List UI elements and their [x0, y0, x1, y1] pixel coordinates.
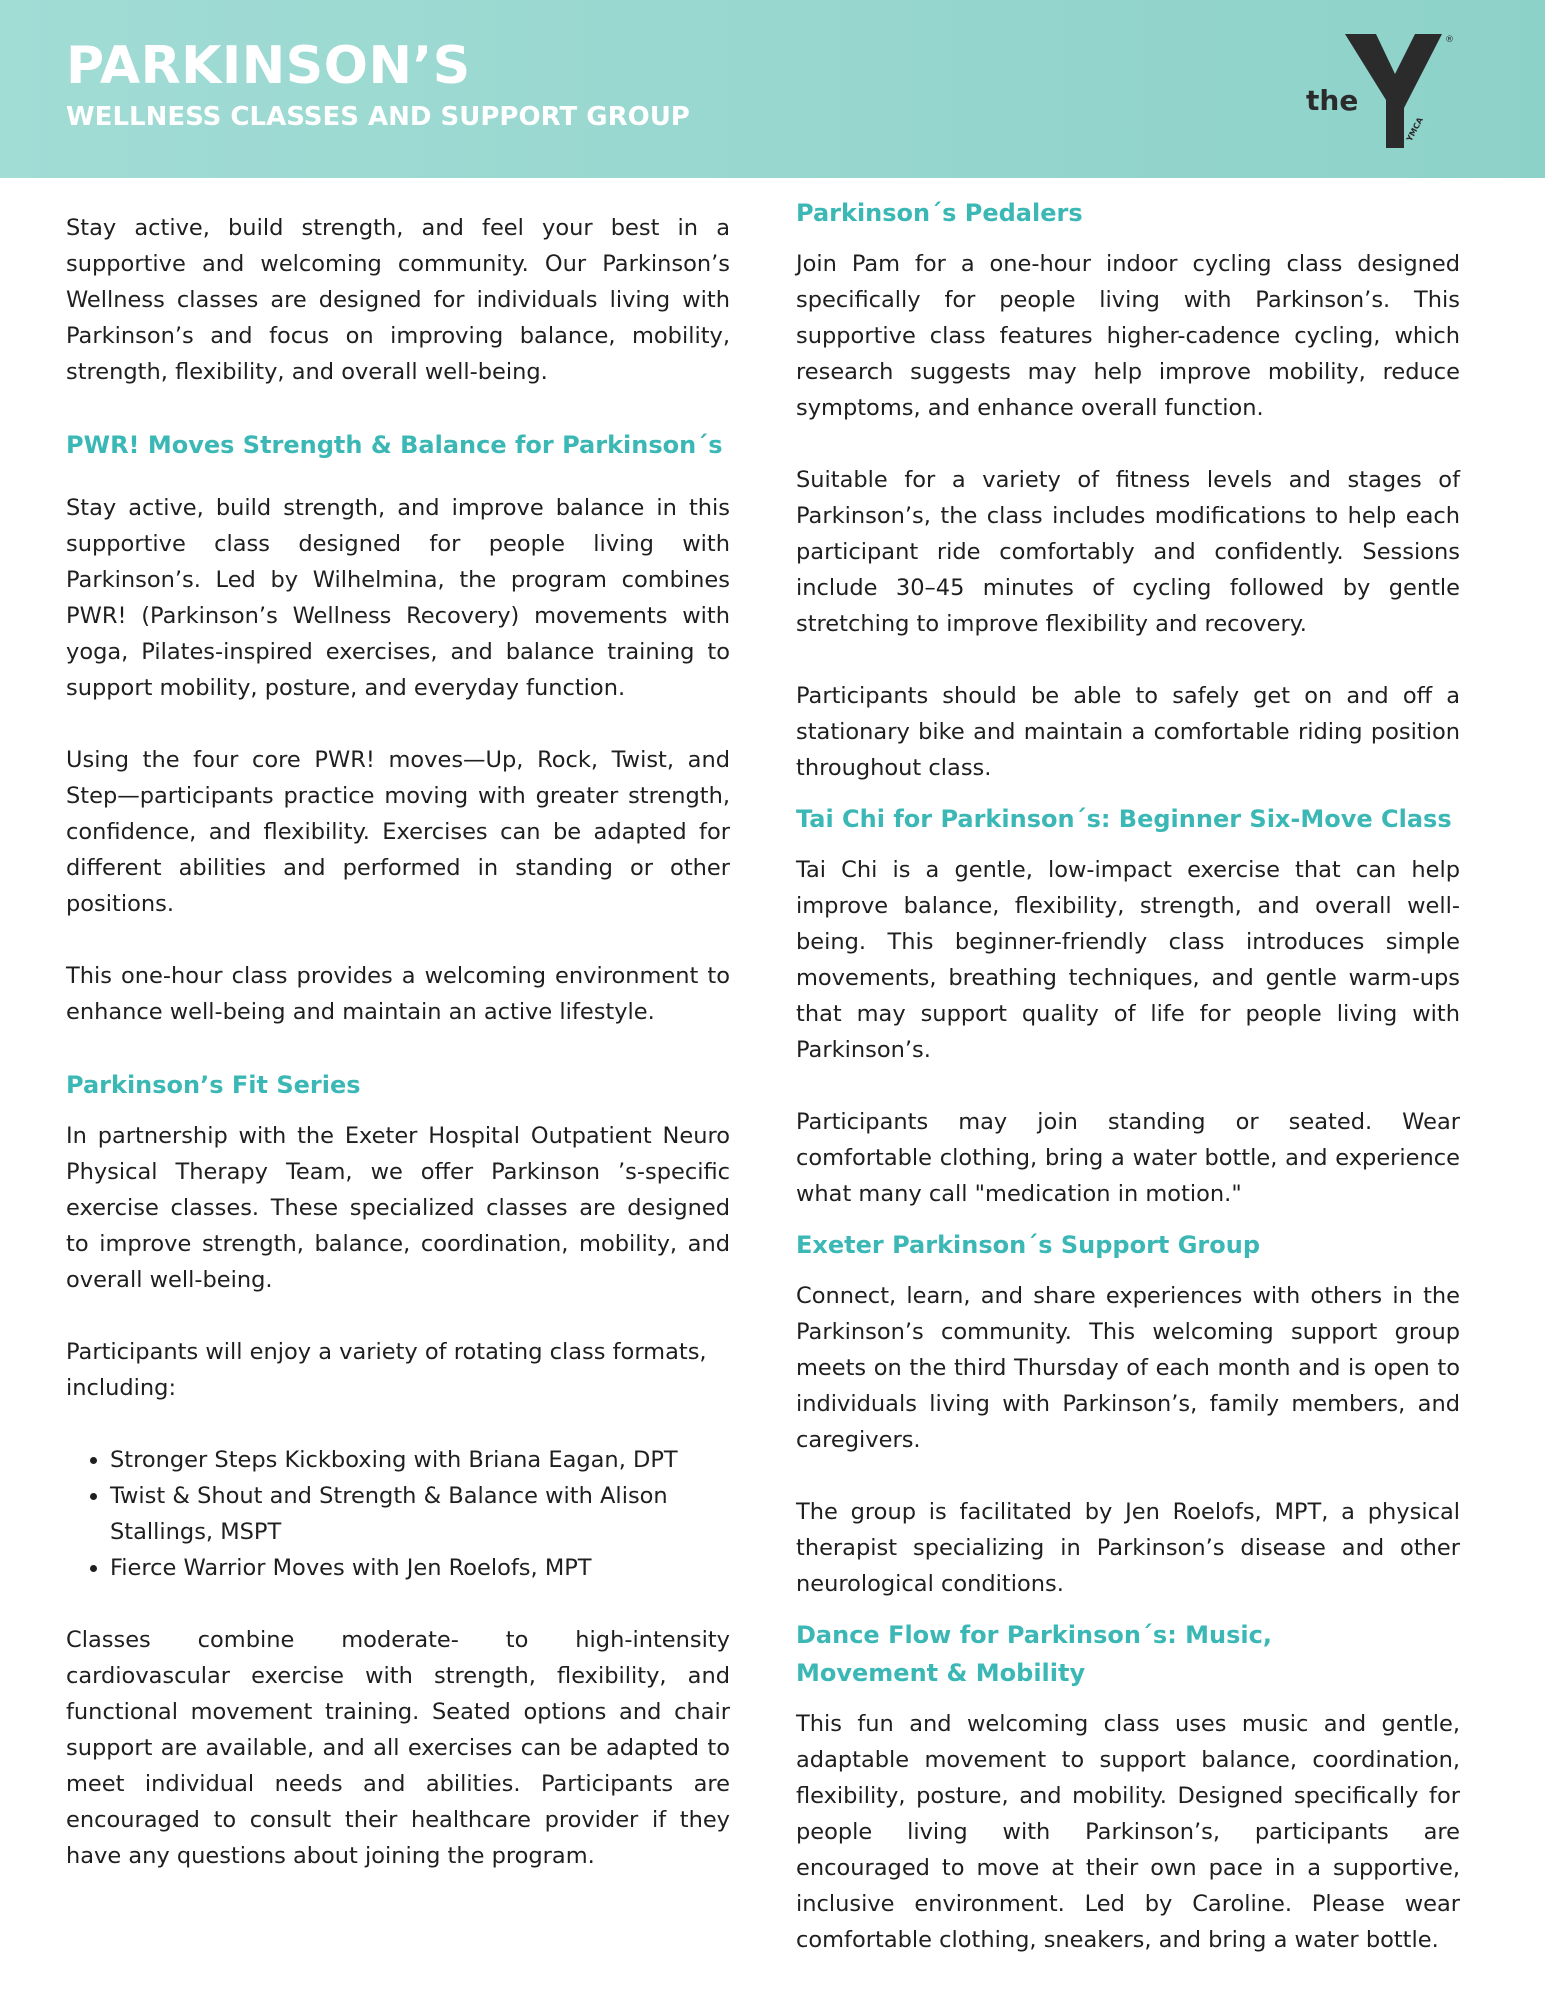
- pwr-moves-heading: PWR! Moves Strength & Balance for Parkinson´s: [66, 431, 723, 459]
- dance-heading-line-2: Movement & Mobility: [796, 1659, 1086, 1687]
- class-format-list: [66, 1442, 730, 1586]
- dance-flow-heading: [796, 1616, 1460, 1692]
- logo-ymca-text: YMCA: [1404, 115, 1425, 143]
- list-item: • Stronger Steps Kickboxing with Briana Eagan, DPT: [110, 1442, 730, 1478]
- support-paragraph-2: The group is facilitated by Jen Roelofs, MPT, a physical therapist specializing in Parkinson’s disease and other neurological conditions.: [796, 1499, 1460, 1597]
- fit-paragraph-2: Participants will enjoy a variety of rotating class formats, including:: [66, 1339, 707, 1401]
- list-item: • Twist & Shout and Strength & Balance with Alison Stallings, MSPT: [110, 1478, 730, 1550]
- header-banner: [0, 0, 1545, 178]
- pedalers-heading: Parkinson´s Pedalers: [796, 199, 1083, 227]
- left-column: [66, 210, 730, 1874]
- logo-the-text: the: [1306, 84, 1359, 117]
- pedalers-paragraph-1: Join Pam for a one-hour indoor cycling class designed specifically for people living with Parkinson’s. This supportive class features higher-cadence cycling, which research suggests may help improve mobility, reduce symptoms, and enhance overall function.: [796, 251, 1460, 421]
- pwr-paragraph-3: This one-hour class provides a welcoming environment to enhance well-being and maintain an active lifestyle.: [66, 963, 730, 1025]
- fit-paragraph-1: In partnership with the Exeter Hospital Outpatient Neuro Physical Therapy Team, we offer Parkinson ’s-specific exercise classes. These specialized classes are designed to improve strength, balance, coordination, mobility, and overall well-being.: [66, 1123, 730, 1293]
- pedalers-paragraph-2: Suitable for a variety of fitness levels and stages of Parkinson’s, the class includes modifications to help each participant ride comfortably and confidently. Sessions include 30–45 minutes of cycling followed by gentle stretching to improve flexibility and recovery.: [796, 467, 1460, 637]
- pwr-paragraph-2: Using the four core PWR! moves—Up, Rock, Twist, and Step—participants practice moving with greater strength, confidence, and flexibility. Exercises can be adapted for different abilities and performed in standing or other positions.: [66, 747, 730, 917]
- ymca-y-shape: [1345, 34, 1442, 148]
- logo-registered-mark: ®: [1445, 35, 1454, 45]
- support-paragraph-1: Connect, learn, and share experiences with others in the Parkinson’s community. This welcoming support group meets on the third Thursday of each month and is open to individuals living with Parkinson’s, family members, and caregivers.: [796, 1283, 1460, 1453]
- tai-chi-paragraph-1: Tai Chi is a gentle, low-impact exercise that can help improve balance, flexibility, strength, and overall well-being. This beginner-friendly class introduces simple movements, breathing techniques, and gentle warm-ups that may support quality of life for people living with Parkinson’s.: [796, 857, 1460, 1063]
- page-title: PARKINSON’S: [66, 36, 471, 96]
- dance-paragraph-1: This fun and welcoming class uses music and gentle, adaptable movement to support balance, coordination, flexibility, posture, and mobility. Designed specifically for people living with Parkinson’s, participants are encouraged to move at their own pace in a supportive, inclusive environment. Led by Caroline. Please wear comfortable clothing, sneakers, and bring a water bottle.: [796, 1711, 1460, 1953]
- intro-paragraph: Stay active, build strength, and feel your best in a supportive and welcoming community. Our Parkinson’s Wellness classes are designed for individuals living with Parkinson’s and focus on improving balance, mobility, strength, flexibility, and overall well-being.: [66, 215, 730, 385]
- right-column: [796, 194, 1460, 1958]
- fit-series-heading: Parkinson’s Fit Series: [66, 1071, 361, 1099]
- list-item: • Fierce Warrior Moves with Jen Roelofs, MPT: [110, 1550, 730, 1586]
- page-subtitle: WELLNESS CLASSES AND SUPPORT GROUP: [66, 102, 690, 132]
- fit-paragraph-3: Classes combine moderate- to high-intensity cardiovascular exercise with strength, flexibility, and functional movement training. Seated options and chair support are available, and all exercises can be adapted to meet individual needs and abilities. Participants are encouraged to consult their healthcare provider if they have any questions about joining the program.: [66, 1627, 730, 1869]
- ymca-logo: [1300, 30, 1460, 155]
- tai-chi-heading: Tai Chi for Parkinson´s: Beginner Six-Move Class: [796, 805, 1452, 833]
- pwr-paragraph-1: Stay active, build strength, and improve balance in this supportive class designed for people living with Parkinson’s. Led by Wilhelmina, the program combines PWR! (Parkinson’s Wellness Recovery) movements with yoga, Pilates-inspired exercises, and balance training to support mobility, posture, and everyday function.: [66, 495, 730, 701]
- dance-heading-line-1: Dance Flow for Parkinson´s: Music,: [796, 1621, 1272, 1649]
- tai-chi-paragraph-2: Participants may join standing or seated. Wear comfortable clothing, bring a water bottle, and experience what many call "medication in motion.": [796, 1109, 1460, 1207]
- support-group-heading: Exeter Parkinson´s Support Group: [796, 1231, 1261, 1259]
- pedalers-paragraph-3: Participants should be able to safely get on and off a stationary bike and maintain a comfortable riding position throughout class.: [796, 683, 1460, 781]
